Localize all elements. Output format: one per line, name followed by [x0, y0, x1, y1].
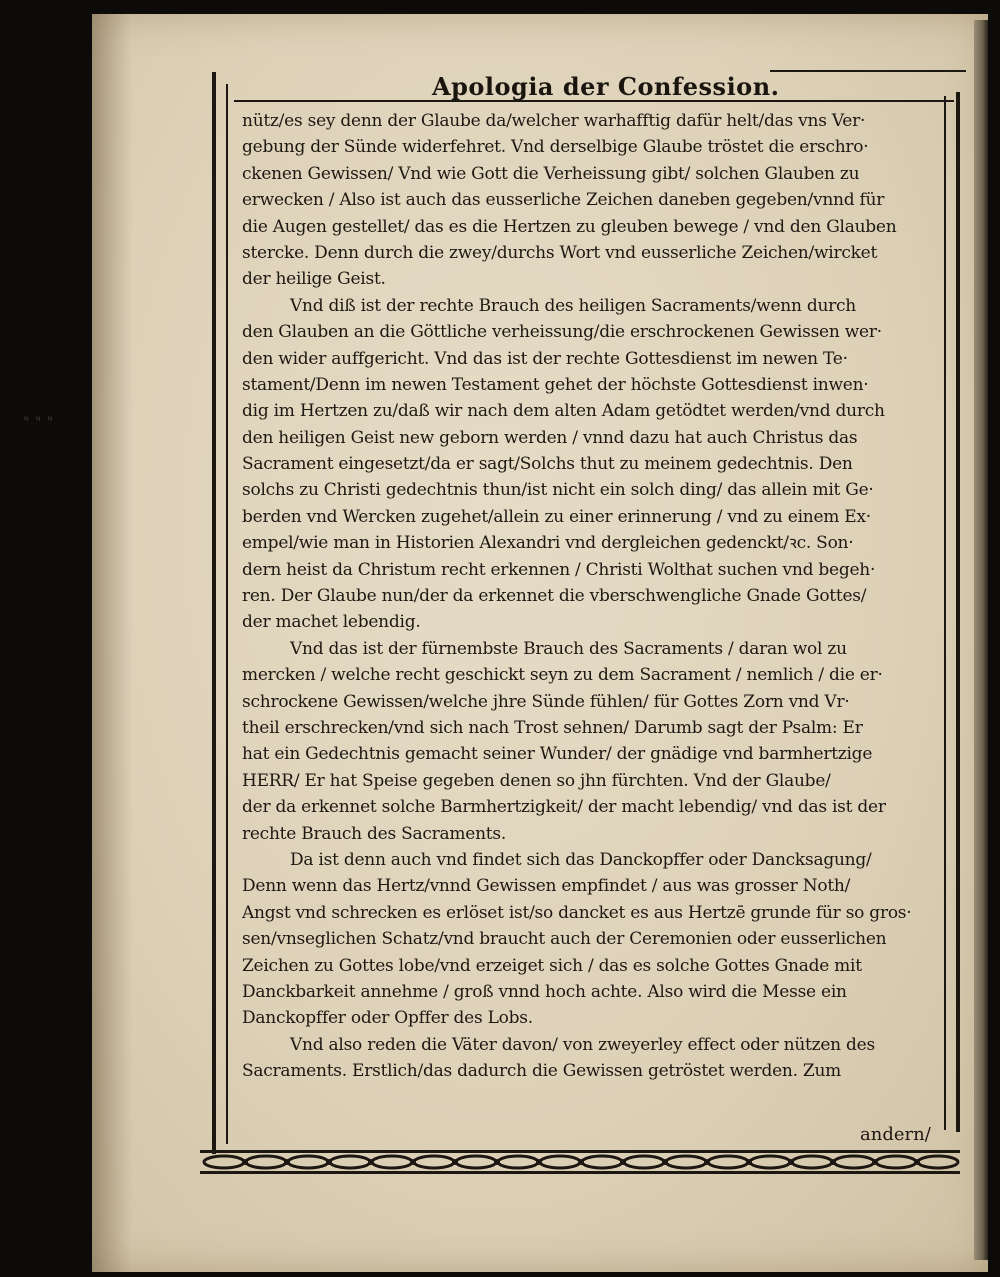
- text-line: den Glauben an die Göttliche verheissung/die erschrockenen Gewissen wer·: [242, 322, 882, 343]
- text-line: ren. Der Glaube nun/der da erkennet die vberschwengliche Gnade Gottes/: [242, 586, 867, 607]
- text-line: berden vnd Wercken zugehet/allein zu einer erinnerung / vnd zu einem Ex·: [242, 506, 871, 527]
- text-line: nütz/es sey denn der Glaube da/welcher warhafftig dafür helt/das vns Ver·: [242, 111, 866, 131]
- text-line: HERR/ Er hat Speise gegeben denen so jhn fürchten. Vnd der Glaube/: [242, 770, 831, 791]
- text-line: stament/Denn im newen Testament gehet der höchste Gottesdienst inwen·: [242, 374, 869, 395]
- text-line: sen/vnseglichen Schatz/vnd braucht auch der Ceremonien oder eusserlichen: [242, 929, 887, 950]
- text-line: der heilige Geist.: [242, 269, 386, 290]
- text-line: Sacrament eingesetzt/da er sagt/Solchs thut zu meinem gedechtnis. Den: [242, 454, 853, 475]
- text-line: dig im Hertzen zu/daß wir nach dem alten Adam getödtet werden/vnd durch: [242, 401, 885, 422]
- text-line: Angst vnd schrecken es erlöset ist/so dancket es aus Hertzē grunde für so gros·: [242, 902, 912, 923]
- text-line: dern heist da Christum recht erkennen / Christi Wolthat suchen vnd begeh·: [242, 559, 876, 580]
- left-border-rule: [212, 72, 216, 1154]
- text-line: den wider auffgericht. Vnd das ist der rechte Gottesdienst im newen Te·: [242, 348, 848, 369]
- right-border-rule: [956, 92, 960, 1132]
- text-line: ckenen Gewissen/ Vnd wie Gott die Verheissung gibt/ solchen Glauben zu: [242, 163, 860, 184]
- text-line: gebung der Sünde widerfehret. Vnd derselbige Glaube tröstet die erschro·: [242, 137, 869, 158]
- body-text: [242, 108, 950, 1084]
- page-edge: [974, 20, 988, 1260]
- text-line: Danckbarkeit annehme / groß vnnd hoch achte. Also wird die Messe ein: [242, 981, 847, 1002]
- gutter-shadow: [92, 14, 132, 1272]
- text-line: erwecken / Also ist auch das eusserliche Zeichen daneben gegeben/vnnd für: [242, 190, 885, 211]
- text-line: Da ist denn auch vnd findet sich das Danckopffer oder Dancksagung/: [290, 849, 872, 870]
- text-line: den heiligen Geist new geborn werden / vnnd dazu hat auch Christus das: [242, 427, 858, 448]
- text-line: schrockene Gewissen/welche jhre Sünde fühlen/ für Gottes Zorn vnd Vr·: [242, 691, 850, 712]
- text-line: rechte Brauch des Sacraments.: [242, 823, 507, 844]
- text-line: Vnd also reden die Väter davon/ von zweyerley effect oder nützen des: [290, 1034, 875, 1055]
- text-line: Denn wenn das Hertz/vnnd Gewissen empfindet / aus was grosser Noth/: [242, 876, 851, 897]
- running-title: Apologia der Confession.: [432, 72, 780, 101]
- text-line: Danckopffer oder Opffer des Lobs.: [242, 1008, 533, 1029]
- text-line: der da erkennet solche Barmhertzigkeit/ der macht lebendig/ vnd das ist der: [242, 797, 886, 818]
- text-line: solchs zu Christi gedechtnis thun/ist nicht ein solch ding/ das allein mit Ge·: [242, 480, 874, 501]
- catchword: andern/: [860, 1124, 931, 1145]
- text-line: Sacraments. Erstlich/das dadurch die Gewissen getröstet werden. Zum: [242, 1061, 842, 1082]
- text-line: Vnd diß ist der rechte Brauch des heiligen Sacraments/wenn durch: [290, 295, 856, 316]
- text-line: mercken / welche recht geschickt seyn zu dem Sacrament / nemlich / die er·: [242, 665, 883, 686]
- left-border-rule-thin: [226, 84, 228, 1144]
- text-line: Vnd das ist der fürnembste Brauch des Sacraments / daran wol zu: [290, 638, 847, 659]
- text-line: die Augen gestellet/ das es die Hertzen zu gleuben bewege / vnd den Glauben: [242, 216, 897, 237]
- text-line: theil erschrecken/vnd sich nach Trost sehnen/ Darumb sagt der Psalm: Er: [242, 717, 863, 738]
- text-line: Zeichen zu Gottes lobe/vnd erzeiget sich / das es solche Gottes Gnade mit: [242, 955, 862, 976]
- text-line: hat ein Gedechtnis gemacht seiner Wunder/ der gnädige vnd barmhertzige: [242, 744, 873, 765]
- text-line: der machet lebendig.: [242, 612, 421, 633]
- ornament-band: [200, 1148, 960, 1176]
- margin-mark: ᴺ ᴺ ᴺ: [24, 416, 55, 427]
- header-top-rule: [770, 70, 966, 72]
- text-line: stercke. Denn durch die zwey/durchs Wort vnd eusserliche Zeichen/wircket: [242, 242, 878, 263]
- text-line: empel/wie man in Historien Alexandri vnd dergleichen gedenckt/ꝛc. Son·: [242, 533, 854, 554]
